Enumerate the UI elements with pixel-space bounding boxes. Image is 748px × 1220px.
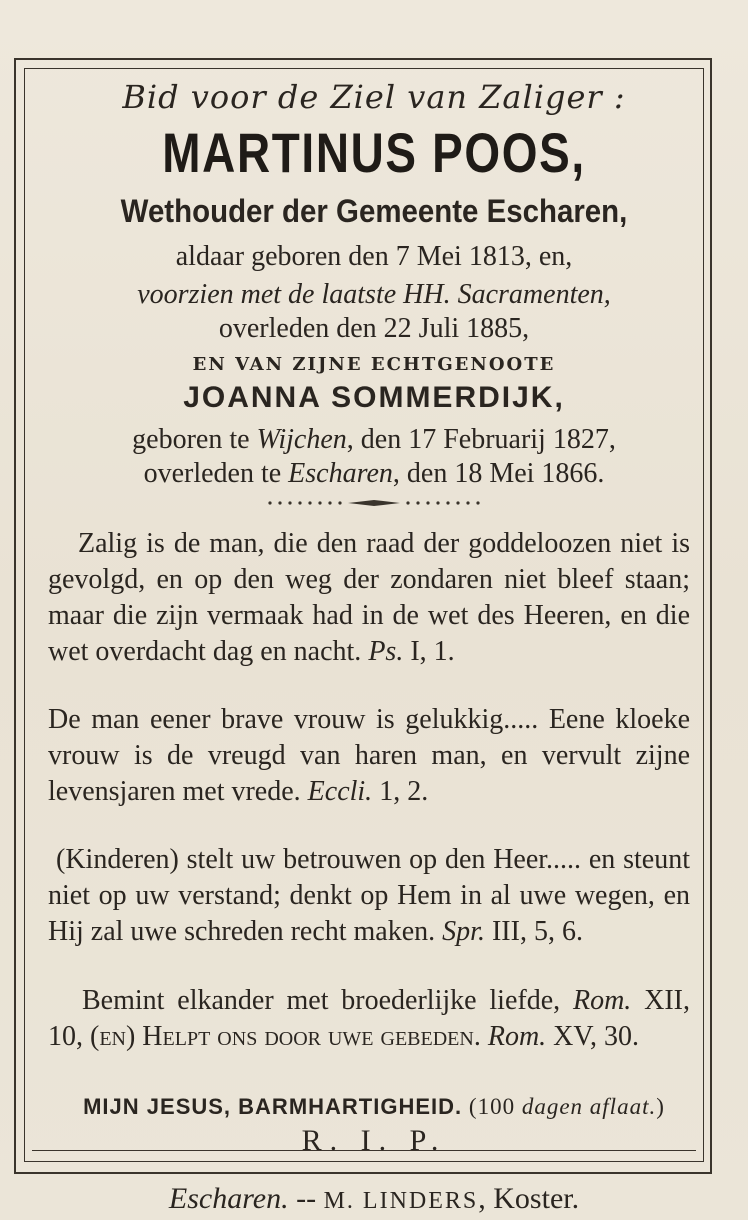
deceased-role: Wethouder der Gemeente Escharen,: [120, 193, 628, 229]
spouse-birth-place: Wijchen: [256, 424, 347, 455]
ejaculation-prayer: [0, 1094, 748, 1120]
verse-rom-text: Bemint elkander met broederlijke liefde,: [82, 985, 573, 1016]
verse-psalm-ref: I, 1.: [403, 636, 455, 667]
verse-spr: [48, 842, 690, 950]
spouse-birth-post: , den 17 Februarij 1827,: [346, 424, 616, 455]
prayer-text: MIJN JESUS, BARMHARTIGHEID.: [83, 1094, 463, 1119]
verse-spr-book: Spr.: [442, 916, 485, 947]
prayer-indulgence: dagen aflaat.: [521, 1094, 657, 1119]
verse-spr-text: (Kinderen) stelt uw betrouwen op den Heer..... en steunt niet op uw verstand; denkt op Hem in al uwe wegen, en Hij zal uwe schreden recht maken.: [48, 844, 690, 947]
spouse-birth-pre: geboren te: [132, 424, 257, 455]
footer-place: Escharen.: [168, 1182, 289, 1215]
spouse-death-line: [0, 458, 748, 490]
verse-rom-book-1: Rom.: [572, 985, 632, 1016]
printer-footer: [0, 1182, 748, 1216]
deceased-name: MARTINUS POOS,: [162, 121, 586, 184]
prayer-close: ): [656, 1094, 665, 1119]
spouse-intro: EN VAN ZIJNE ECHTGENOOTE: [192, 354, 556, 375]
divider-ornament: [264, 496, 484, 510]
spouse-death-pre: overleden te: [143, 458, 289, 489]
verse-eccli: [48, 702, 690, 810]
verse-eccli-book: Eccli.: [307, 776, 373, 807]
birth-line: aldaar geboren den 7 Mei 1813, en,: [175, 241, 573, 272]
rip-text: R. I. P.: [301, 1124, 447, 1157]
footer-dash: --: [288, 1182, 324, 1215]
verse-rom-ref-2: XV, 30.: [546, 1021, 640, 1052]
death-line: overleden den 22 Juli 1885,: [218, 313, 530, 344]
verse-rom: [48, 983, 690, 1055]
spouse-death-post: , den 18 Mei 1866.: [392, 458, 605, 489]
invocation-heading: Bid voor de Ziel van Zaliger :: [122, 78, 626, 116]
footer-printer: M. LINDERS: [323, 1188, 479, 1214]
spouse-death-place: Escharen: [288, 458, 393, 489]
verse-psalm: [48, 526, 690, 670]
verse-eccli-text: De man eener brave vrouw is gelukkig..... Eene kloeke vrouw is de vreugd van haren man, en vervult zijne levensjaren met vrede.: [48, 704, 690, 807]
verse-eccli-ref: 1, 2.: [372, 776, 429, 807]
verse-rom-ref-1: XII, 10, (en) Helpt ons door uwe gebeden.: [48, 985, 690, 1052]
verse-spr-ref: III, 5, 6.: [484, 916, 583, 947]
sacraments-line: voorzien met de laatste HH. Sacramenten,: [137, 279, 611, 310]
prayer-open: (100: [462, 1094, 522, 1119]
spouse-birth-line: [0, 424, 748, 456]
verse-psalm-text: Zalig is de man, die den raad der goddeloozen niet is gevolgd, en op den weg der zondaren niet bleef staan; maar die zijn vermaak had in de wet des Heeren, en die wet overdacht dag en nacht.: [48, 528, 690, 667]
verse-psalm-book: Ps.: [368, 636, 404, 667]
spouse-name: JOANNA SOMMERDIJK,: [183, 381, 565, 414]
ornamental-divider: [0, 496, 748, 510]
verse-rom-book-2: Rom.: [487, 1021, 547, 1052]
footer-role: , Koster.: [478, 1182, 580, 1215]
